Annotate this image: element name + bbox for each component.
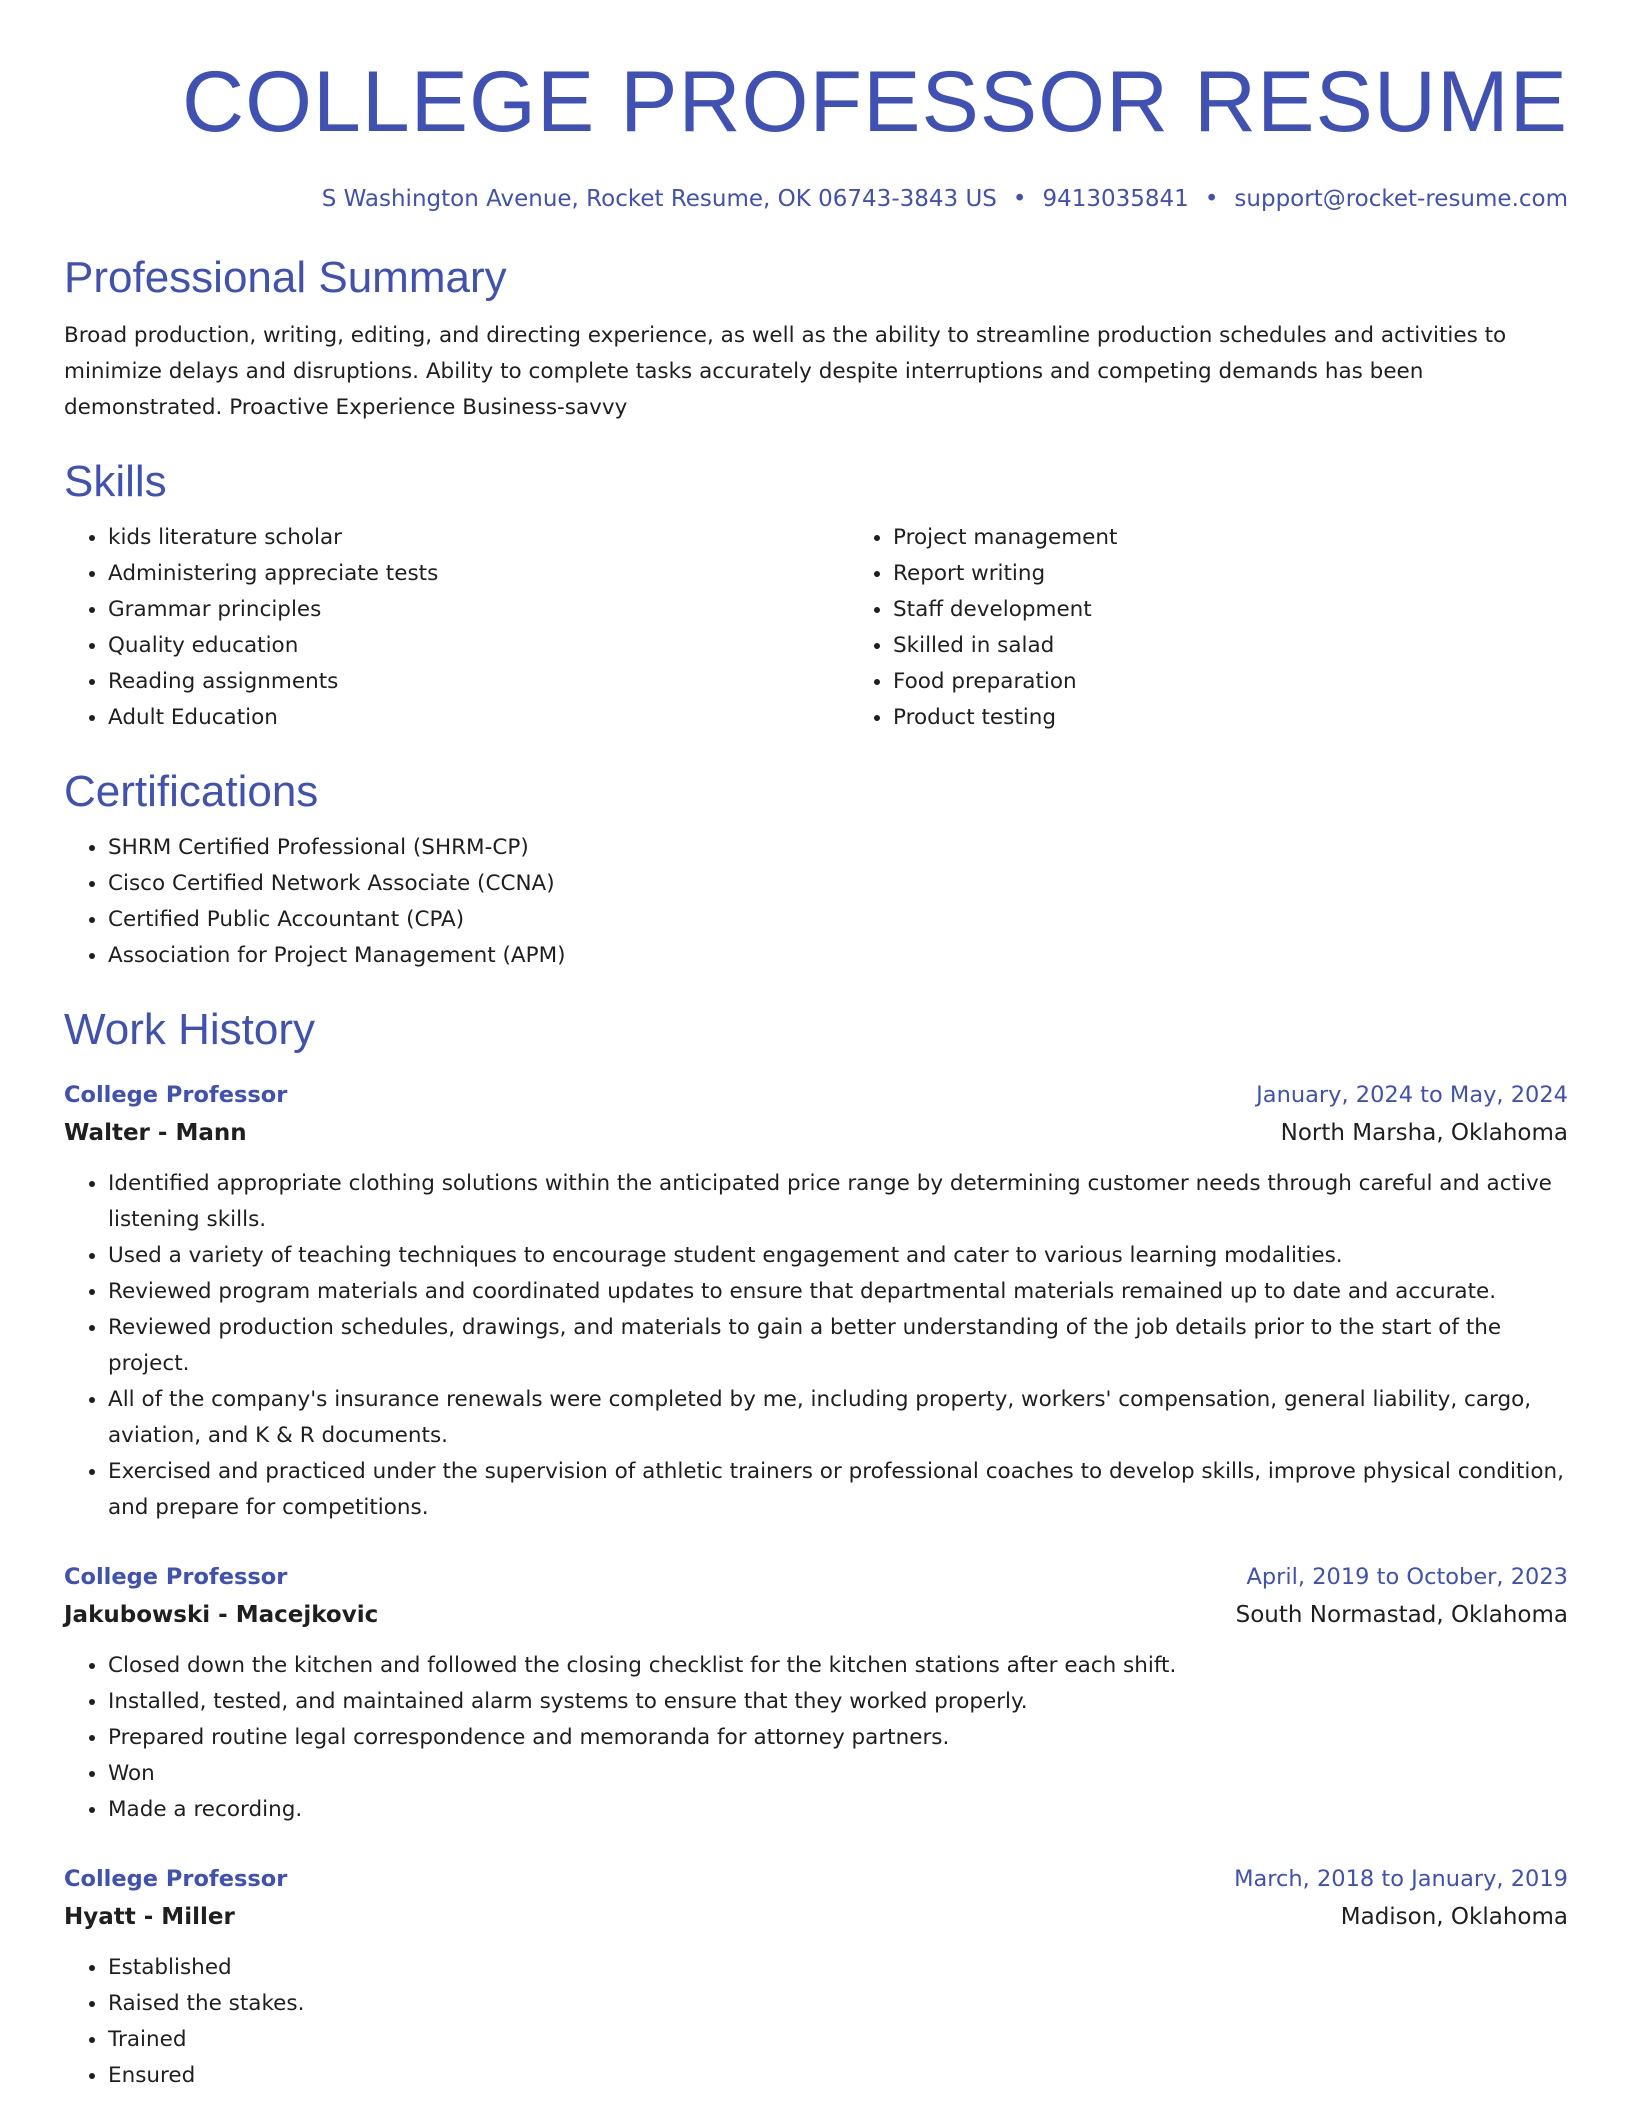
skills-section xyxy=(64,456,1568,736)
job-company-row xyxy=(64,1898,1568,1936)
job-duties-list xyxy=(64,1648,1568,1828)
work-history-heading: Work History xyxy=(64,1005,315,1054)
skill-item: • Product testing xyxy=(893,700,1632,736)
job-company-row xyxy=(64,1114,1568,1152)
job-entry xyxy=(64,1076,1568,1526)
certification-item: • Association for Project Management (APM) xyxy=(108,938,1568,974)
summary-heading: Professional Summary xyxy=(64,253,507,302)
skills-columns xyxy=(64,520,1568,736)
job-location: South Normastad, Oklahoma xyxy=(1235,1602,1568,1628)
job-duties-list xyxy=(64,1950,1568,2094)
skills-list-right xyxy=(849,520,1632,736)
job-title: College Professor xyxy=(64,1866,288,1892)
job-header-row xyxy=(64,1076,1568,1114)
job-duty: • Raised the stakes. xyxy=(108,1986,1568,2022)
job-duties-list xyxy=(64,1166,1568,1526)
certification-item: • Certified Public Accountant (CPA) xyxy=(108,902,1568,938)
job-dates: April, 2019 to October, 2023 xyxy=(1246,1564,1568,1590)
job-duty: • Trained xyxy=(108,2022,1568,2058)
job-location: Madison, Oklahoma xyxy=(1340,1904,1568,1930)
job-entry xyxy=(64,1558,1568,1828)
work-history-section xyxy=(64,1004,1568,2094)
job-company: Hyatt - Miller xyxy=(64,1904,235,1930)
job-duty: • Reviewed program materials and coordinated updates to ensure that departmental materials remained up to date and accurate. xyxy=(108,1274,1568,1310)
resume-title: COLLEGE PROFESSOR RESUME xyxy=(182,54,1568,150)
contact-phone: 9413035841 xyxy=(1042,186,1189,212)
job-entry xyxy=(64,1860,1568,2094)
skill-item: • Adult Education xyxy=(108,700,849,736)
job-duty: • Established xyxy=(108,1950,1568,1986)
contact-address: S Washington Avenue, Rocket Resume, OK 06743-3843 US xyxy=(321,186,997,212)
certification-item: • Cisco Certified Network Associate (CCNA) xyxy=(108,866,1568,902)
contact-separator: • xyxy=(1204,186,1219,212)
skill-item: • Administering appreciate tests xyxy=(108,556,849,592)
job-duty: • All of the company's insurance renewals were completed by me, including property, workers' compensation, general liability, cargo, aviation, and K & R documents. xyxy=(108,1382,1568,1454)
skills-list-left xyxy=(64,520,849,736)
job-duty: • Made a recording. xyxy=(108,1792,1568,1828)
certification-item: • SHRM Certified Professional (SHRM-CP) xyxy=(108,830,1568,866)
job-duty: • Installed, tested, and maintained alarm systems to ensure that they worked properly. xyxy=(108,1684,1568,1720)
resume-header xyxy=(64,0,1568,214)
skill-item: • Report writing xyxy=(893,556,1632,592)
skill-item: • Staff development xyxy=(893,592,1632,628)
job-duty: • Exercised and practiced under the supervision of athletic trainers or professional coaches to develop skills, improve physical condition, and prepare for competitions. xyxy=(108,1454,1568,1526)
skills-heading: Skills xyxy=(64,457,167,506)
job-header-row xyxy=(64,1860,1568,1898)
job-duty: • Used a variety of teaching techniques to encourage student engagement and cater to various learning modalities. xyxy=(108,1238,1568,1274)
summary-section xyxy=(64,252,1568,426)
job-duty: • Prepared routine legal correspondence and memoranda for attorney partners. xyxy=(108,1720,1568,1756)
job-duty: • Won xyxy=(108,1756,1568,1792)
skill-item: • Reading assignments xyxy=(108,664,849,700)
summary-text: Broad production, writing, editing, and directing experience, as well as the ability to streamline production schedules and activities to minimize delays and disruptions. Ability to complete tasks accurately despite interruptions and competing demands has been demonstrated. Proactive Experience Business-savvy xyxy=(64,323,1507,420)
job-duty: • Reviewed production schedules, drawings, and materials to gain a better understanding of the job details prior to the start of the project. xyxy=(108,1310,1568,1382)
certifications-heading: Certifications xyxy=(64,767,319,816)
job-header-row xyxy=(64,1558,1568,1596)
job-company-row xyxy=(64,1596,1568,1634)
job-duty: • Closed down the kitchen and followed the closing checklist for the kitchen stations after each shift. xyxy=(108,1648,1568,1684)
skill-item: • Food preparation xyxy=(893,664,1632,700)
contact-email: support@rocket-resume.com xyxy=(1234,186,1568,212)
job-title: College Professor xyxy=(64,1082,288,1108)
skill-item: • Grammar principles xyxy=(108,592,849,628)
contact-separator: • xyxy=(1012,186,1027,212)
job-company: Jakubowski - Macejkovic xyxy=(64,1602,379,1628)
skill-item: • Quality education xyxy=(108,628,849,664)
job-company: Walter - Mann xyxy=(64,1120,247,1146)
certifications-section xyxy=(64,766,1568,974)
job-title: College Professor xyxy=(64,1564,288,1590)
skill-item: • Skilled in salad xyxy=(893,628,1632,664)
certifications-list xyxy=(64,830,1568,974)
job-dates: January, 2024 to May, 2024 xyxy=(1256,1082,1568,1108)
skill-item: • kids literature scholar xyxy=(108,520,849,556)
job-duty: • Identified appropriate clothing solutions within the anticipated price range by determining customer needs through careful and active listening skills. xyxy=(108,1166,1568,1238)
job-dates: March, 2018 to January, 2019 xyxy=(1234,1866,1568,1892)
skill-item: • Project management xyxy=(893,520,1632,556)
job-duty: • Ensured xyxy=(108,2058,1568,2094)
job-location: North Marsha, Oklahoma xyxy=(1280,1120,1568,1146)
contact-line xyxy=(64,184,1568,214)
